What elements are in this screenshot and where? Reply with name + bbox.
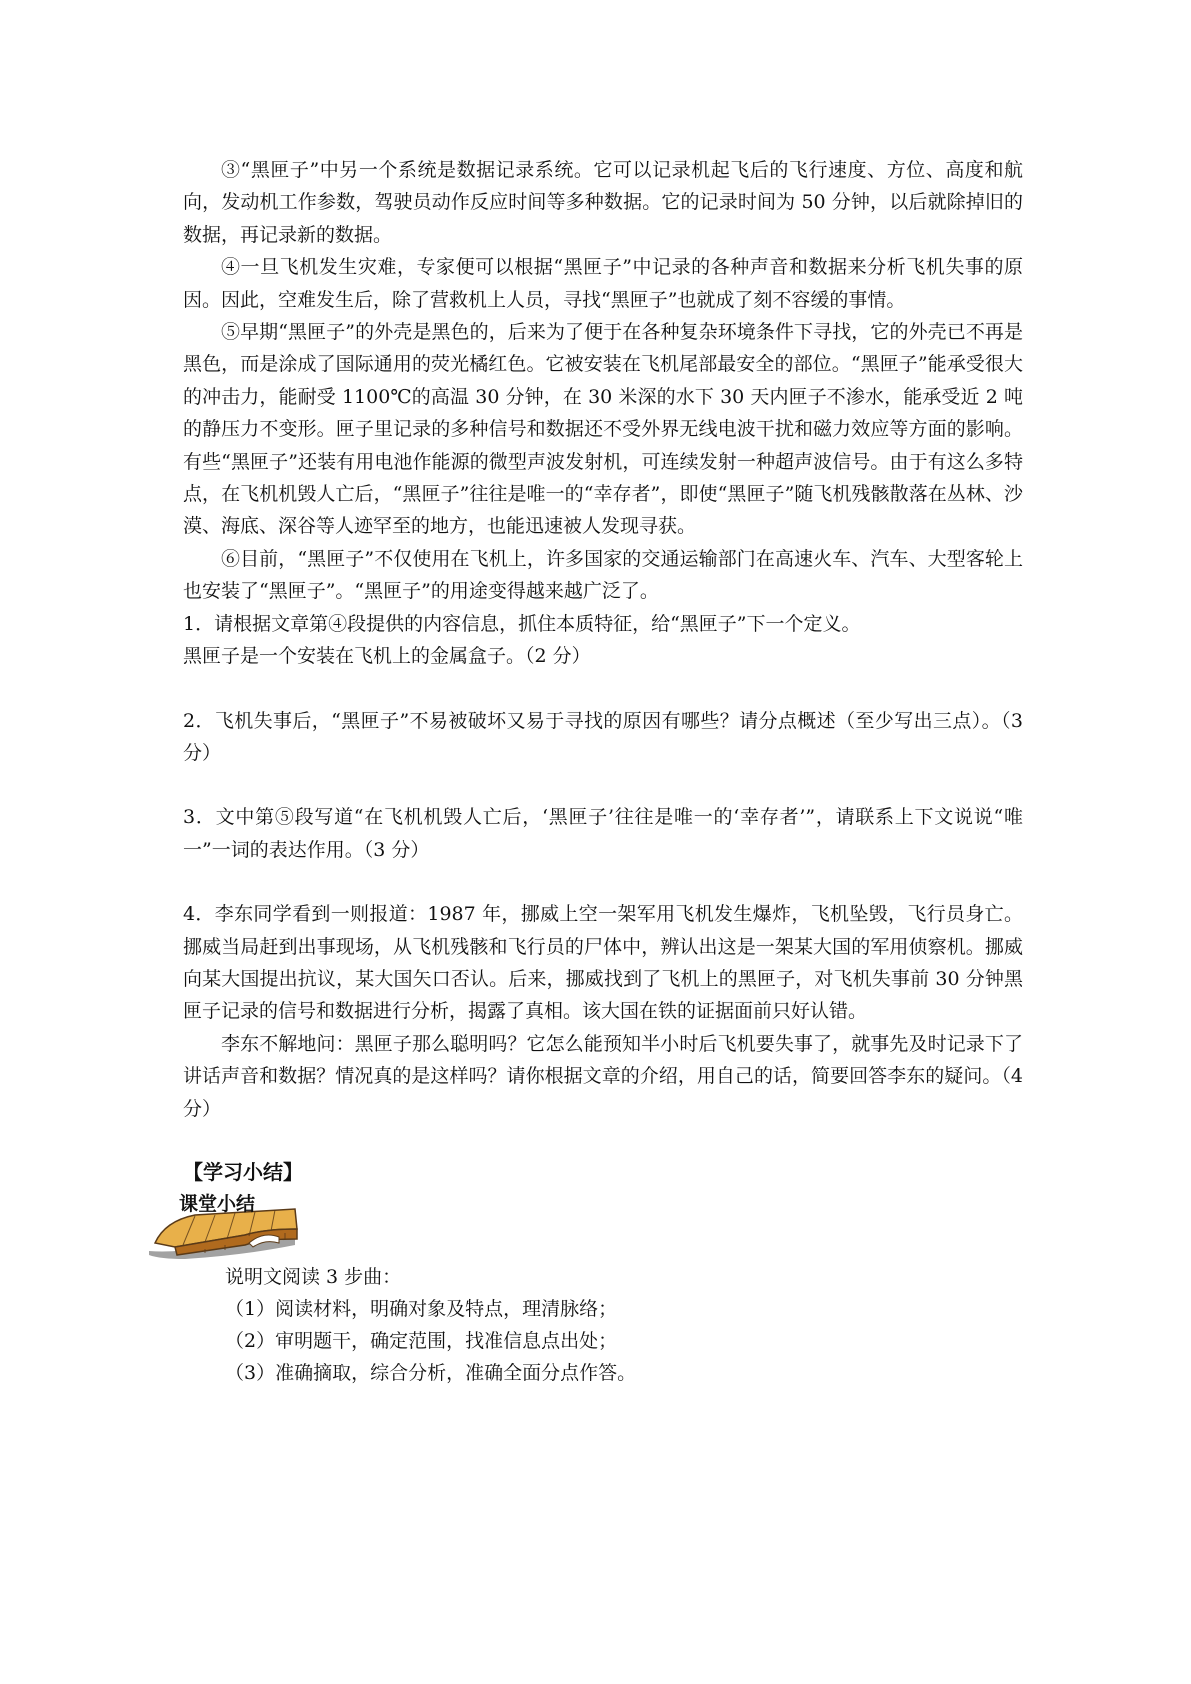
- article-paragraph-4: ④一旦飞机发生灾难，专家便可以根据“黑匣子”中记录的各种声音和数据来分析飞机失事的原因。因此，空难发生后，除了营救机上人员，寻找“黑匣子”也就成了刻不容缓的事情。: [183, 256, 1023, 311]
- summary-intro: 说明文阅读 3 步曲：: [225, 1265, 402, 1288]
- article-paragraph-3: ③“黑匣子”中另一个系统是数据记录系统。它可以记录机起飞后的飞行速度、方位、高度和航向，发动机工作参数，驾驶员动作反应时间等多种数据。它的记录时间为 50 分钟，以后就除掉旧的数据，再记录新的数据。: [183, 159, 1023, 246]
- article-paragraph-6: ⑥目前，“黑匣子”不仅使用在飞机上，许多国家的交通运输部门在高速火车、汽车、大型客轮上也安装了“黑匣子”。“黑匣子”的用途变得越来越广泛了。: [183, 547, 1023, 603]
- answer-space: [183, 866, 1023, 898]
- class-summary-banner: [145, 1189, 1023, 1259]
- document-page: [179, 154, 1023, 1389]
- summary-step: （2）审明题干，确定范围，找准信息点出处；: [225, 1329, 618, 1352]
- question-3: 3．文中第⑤段写道“在飞机机毁人亡后，‘黑匣子’往往是唯一的‘幸存者’”，请联系上下文说说“唯一”一词的表达作用。（3 分）: [183, 806, 1023, 861]
- answer-space: [183, 673, 1023, 705]
- question-1-answer: 黑匣子是一个安装在飞机上的金属盒子。（2 分）: [183, 645, 591, 668]
- summary-step: （1）阅读材料，明确对象及特点，理清脉络；: [225, 1297, 618, 1320]
- question-1: 1．请根据文章第④段提供的内容信息，抓住本质特征，给“黑匣子”下一个定义。: [183, 612, 861, 635]
- summary-steps: [225, 1261, 1023, 1389]
- summary-label: 课堂小结: [179, 1192, 256, 1215]
- question-2: 2．飞机失事后，“黑匣子”不易被破坏又易于寻找的原因有哪些？请分点概述（至少写出三点）。（3 分）: [183, 709, 1023, 764]
- article-paragraph-5: ⑤早期“黑匣子”的外壳是黑色的，后来为了便于在各种复杂环境条件下寻找，它的外壳已不再是黑色，而是涂成了国际通用的荧光橘红色。它被安装在飞机尾部最安全的部位。“黑匣子”能承受很大的冲击力，能耐受 1100℃的高温 30 分钟，在 30 米深的水下 30 天内匣子不渗水，能承受近 2 吨的静压力不变形。匣子里记录的多种信号和数据还不受外界无线电波干扰和磁力效应等方面的影响。有些“黑匣子”还装有用电池作能源的微型声波发射机，可连续发射一种超声波信号。由于有这么多特点，在飞机机毁人亡后，“黑匣子”往往是唯一的“幸存者”，即使“黑匣子”随飞机残骸散落在丛林、沙漠、海底、深谷等人迹罕至的地方，也能迅速被人发现寻获。: [183, 321, 1023, 538]
- section-heading: 【学习小结】: [183, 1159, 303, 1184]
- question-4-follow-up: 李东不解地问：黑匣子那么聪明吗？它怎么能预知半小时后飞机要失事了，就事先及时记录下了讲话声音和数据？情况真的是这样吗？请你根据文章的介绍，用自己的话，简要回答李东的疑问。（4 分）: [183, 1032, 1023, 1120]
- question-4: 4．李东同学看到一则报道：1987 年，挪威上空一架军用飞机发生爆炸，飞机坠毁，飞行员身亡。挪威当局赶到出事现场，从飞机残骸和飞行员的尸体中，辨认出这是一架某大国的军用侦察机。挪威向某大国提出抗议，某大国矢口否认。后来，挪威找到了飞机上的黑匣子，对飞机失事前 30 分钟黑匣子记录的信号和数据进行分析，揭露了真相。该大国在铁的证据面前只好认错。: [183, 903, 1023, 1023]
- answer-space: [183, 769, 1023, 801]
- summary-step: （3）准确摘取，综合分析，准确全面分点作答。: [225, 1361, 637, 1384]
